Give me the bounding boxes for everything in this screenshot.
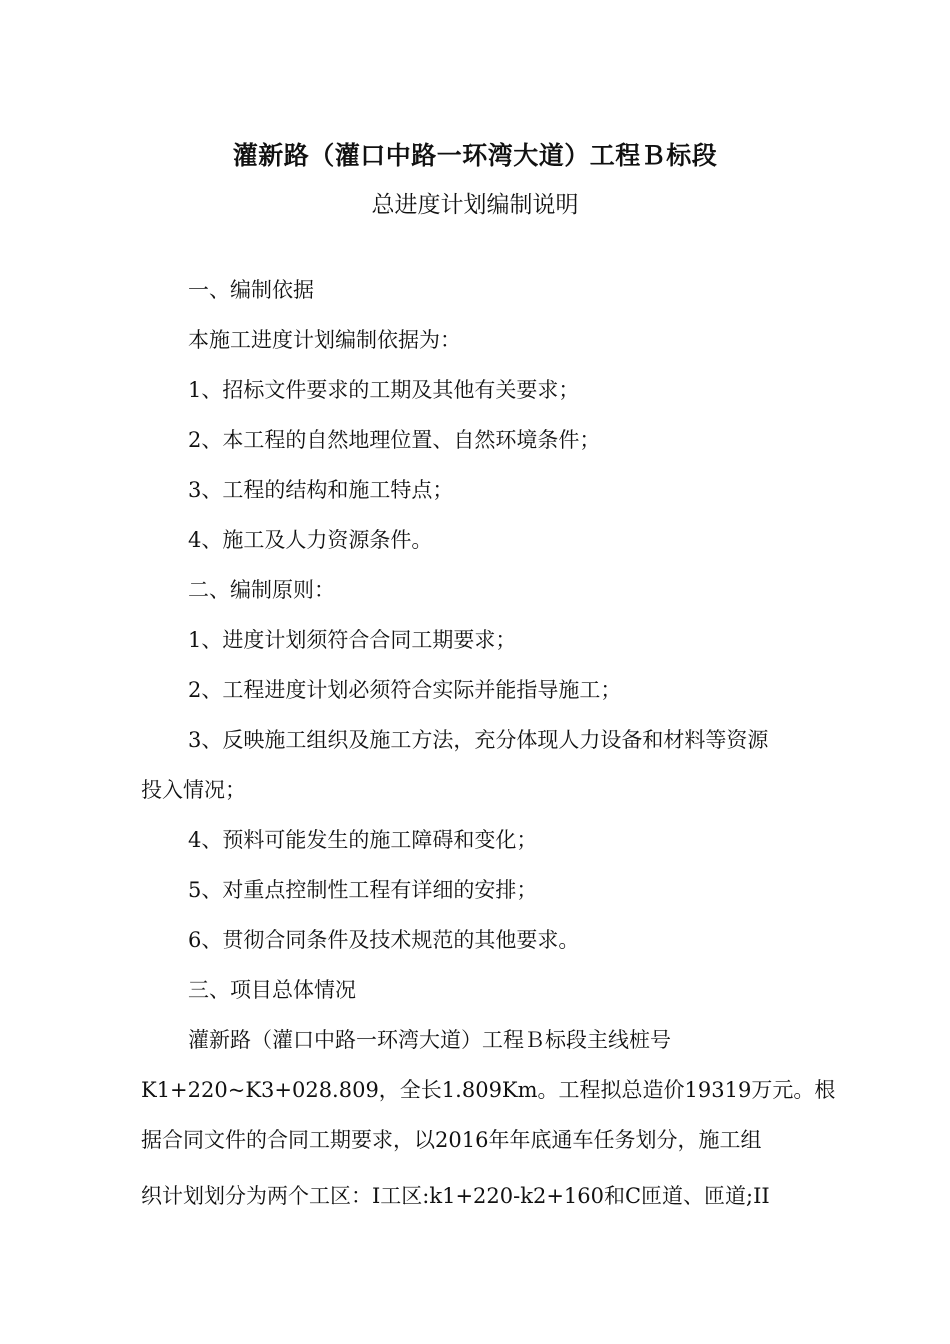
list-item: 3、反映施工组织及施工方法，充分体现人力设备和材料等资源 — [188, 728, 769, 752]
list-item: 5、对重点控制性工程有详细的安排； — [188, 878, 538, 902]
paragraph: 本施工进度计划编制依据为： — [188, 328, 461, 352]
paragraph-continuation: 据合同文件的合同工期要求，以2016年年底通车任务划分，施工组 — [141, 1128, 762, 1152]
document-title: 灌新路（灌口中路一环湾大道）工程Ｂ标段 — [232, 141, 718, 170]
section-heading-basis: 一、编制依据 — [188, 278, 314, 302]
list-item: 6、贯彻合同条件及技术规范的其他要求。 — [188, 928, 580, 952]
paragraph: 灌新路（灌口中路一环湾大道）工程Ｂ标段主线桩号 — [188, 1028, 671, 1052]
list-item: 4、施工及人力资源条件。 — [188, 528, 433, 552]
list-item: 2、工程进度计划必须符合实际并能指导施工； — [188, 678, 622, 702]
list-item: 3、工程的结构和施工特点； — [188, 478, 454, 502]
list-item: 1、招标文件要求的工期及其他有关要求； — [188, 378, 580, 402]
paragraph-continuation: K1+220~K3+028.809，全长1.809Km。工程拟总造价19319万元。根 — [141, 1078, 836, 1102]
list-item: 1、进度计划须符合合同工期要求； — [188, 628, 517, 652]
document-subtitle: 总进度计划编制说明 — [371, 192, 579, 218]
section-heading-principles: 二、编制原则： — [188, 578, 335, 602]
list-item: 2、本工程的自然地理位置、自然环境条件； — [188, 428, 601, 452]
list-item: 4、预料可能发生的施工障碍和变化； — [188, 828, 538, 852]
section-heading-overview: 三、项目总体情况 — [188, 978, 356, 1002]
list-item-continuation: 投入情况； — [141, 778, 246, 802]
paragraph-continuation: 织计划划分为两个工区：Ⅰ工区:k1+220-k2+160和C匝道、匝道;II — [141, 1184, 770, 1208]
